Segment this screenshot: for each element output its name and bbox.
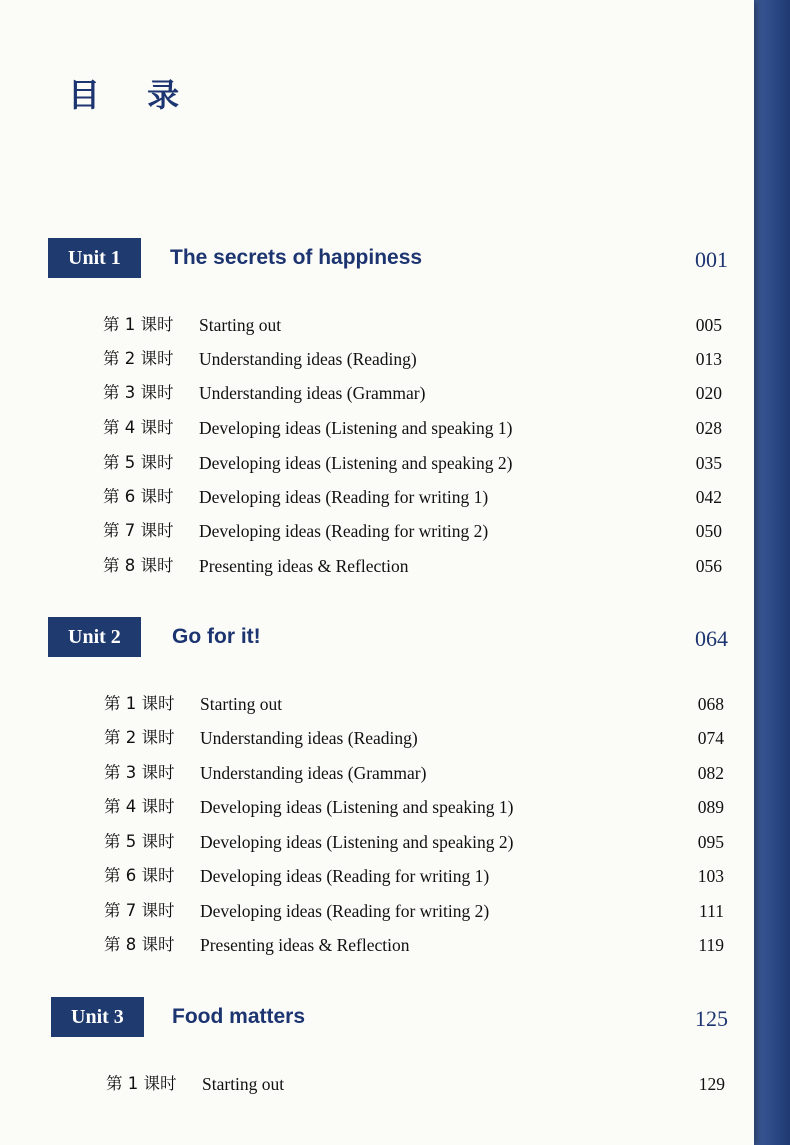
lesson-row [104,896,724,926]
lesson-number: 第 2 课时 [104,728,175,747]
lesson-page: 013 [695,349,722,369]
lesson-page: 111 [699,901,724,921]
lesson-number: 第 2 课时 [103,349,174,368]
lesson-name: Presenting ideas & Reflection [200,935,410,955]
lesson-page: 074 [697,728,724,748]
unit-title: The secrets of happiness [170,246,423,269]
unit-badge: Unit 2 [48,617,141,657]
lesson-number: 第 6 课时 [104,866,175,885]
lesson-number: 第 7 课时 [104,901,175,920]
lesson-number: 第 1 课时 [103,315,174,334]
lesson-name: Starting out [200,694,283,714]
lesson-row [104,827,724,857]
lesson-page: 103 [697,866,724,886]
lesson-row [104,723,724,753]
lesson-page: 020 [695,383,722,403]
lesson-row [104,792,724,822]
lesson-name: Starting out [199,315,282,335]
lesson-name: Starting out [202,1074,285,1094]
unit-page-number: 001 [695,247,728,272]
lesson-page: 035 [695,453,722,473]
lesson-page: 119 [698,935,724,955]
lesson-number: 第 7 课时 [103,521,174,540]
lesson-number: 第 3 课时 [103,383,174,402]
lesson-row [103,448,722,478]
unit-title: Go for it! [172,625,261,648]
lesson-page: 095 [697,832,724,852]
lesson-number: 第 3 课时 [104,763,175,782]
unit-badge: Unit 3 [51,997,144,1037]
lesson-number: 第 4 课时 [103,418,174,437]
unit-header-2 [48,617,728,657]
lesson-row [103,344,722,374]
lesson-number: 第 5 课时 [104,832,175,851]
lesson-row [103,551,722,581]
page-title: 目 录 [68,76,198,114]
lesson-name: Developing ideas (Reading for writing 2) [199,521,489,541]
lesson-page: 028 [695,418,722,438]
lesson-page: 056 [695,556,722,576]
unit-badge: Unit 1 [48,238,141,278]
lesson-name: Developing ideas (Reading for writing 1) [200,866,490,886]
lesson-name: Understanding ideas (Grammar) [200,763,427,783]
lesson-row [104,689,724,719]
lesson-number: 第 1 课时 [104,694,175,713]
lesson-page: 005 [695,315,722,335]
lesson-name: Presenting ideas & Reflection [199,556,409,576]
book-spine [754,0,790,1145]
lesson-page: 082 [697,763,724,783]
lesson-name: Developing ideas (Listening and speaking 2) [199,453,513,473]
unit-page-number: 125 [695,1006,728,1031]
unit-header-1 [48,238,728,278]
lesson-row [103,310,722,340]
lesson-number: 第 8 课时 [104,935,175,954]
unit-header-3 [48,997,728,1037]
lesson-row [106,1069,725,1099]
lesson-page: 129 [698,1074,725,1094]
lesson-name: Understanding ideas (Grammar) [199,383,426,403]
lesson-page: 068 [697,694,724,714]
lesson-row [104,758,724,788]
lesson-page: 050 [695,521,722,541]
lesson-name: Understanding ideas (Reading) [199,349,417,369]
lesson-name: Developing ideas (Reading for writing 1) [199,487,489,507]
lesson-row [104,930,724,960]
lesson-name: Developing ideas (Listening and speaking 1) [199,418,513,438]
unit-title: Food matters [172,1005,306,1028]
lesson-row [104,861,724,891]
lesson-number: 第 4 课时 [104,797,175,816]
lesson-name: Developing ideas (Reading for writing 2) [200,901,490,921]
lesson-name: Developing ideas (Listening and speaking 2) [200,832,514,852]
lesson-name: Developing ideas (Listening and speaking 1) [200,797,514,817]
lesson-row [103,516,722,546]
lesson-name: Understanding ideas (Reading) [200,728,418,748]
lesson-number: 第 5 课时 [103,453,174,472]
lesson-number: 第 1 课时 [106,1074,177,1093]
lesson-page: 089 [697,797,724,817]
lesson-page: 042 [695,487,722,507]
lesson-row [103,482,722,512]
lesson-row [103,413,722,443]
lesson-number: 第 6 课时 [103,487,174,506]
unit-page-number: 064 [695,626,728,651]
lesson-row [103,378,722,408]
lesson-number: 第 8 课时 [103,556,174,575]
